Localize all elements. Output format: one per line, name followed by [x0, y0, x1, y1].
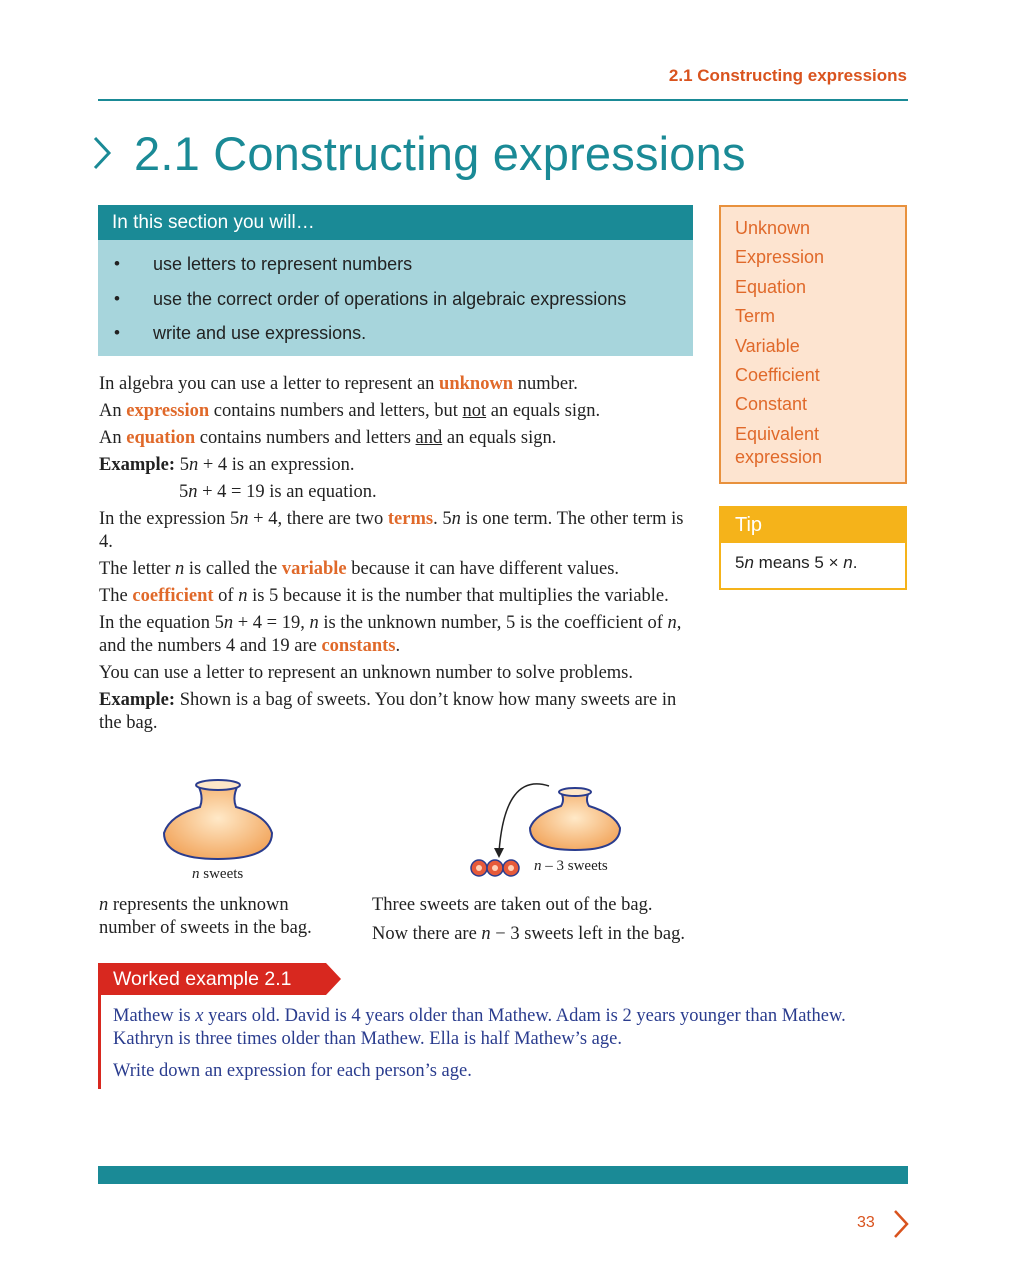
objective-text: use letters to represent numbers — [153, 254, 413, 274]
tip-heading: Tip — [721, 508, 905, 543]
header-rule — [98, 99, 908, 101]
left-caption: n represents the unknown number of sweets in the bag. — [99, 895, 312, 938]
keyword: Coefficient — [735, 364, 820, 385]
bullet-icon: • — [114, 323, 120, 342]
title-text: 2.1 Constructing expressions — [134, 126, 746, 180]
section-objectives-box — [98, 205, 693, 356]
page-title — [92, 122, 746, 184]
example-line: Example: 5n + 4 is an expression. — [99, 455, 355, 475]
keyword: Equation — [735, 276, 807, 297]
paragraph: An equation contains numbers and letters and an equals sign. — [99, 428, 557, 448]
list-item — [98, 282, 693, 317]
paragraph: You can use a letter to represent an unknown number to solve problems. — [99, 663, 633, 683]
sweets-icon — [471, 860, 519, 876]
tip-text: 5n means 5 × n. — [735, 553, 858, 572]
paragraph: The letter n is called the variable because it can have different values. — [99, 559, 620, 579]
example-line: Example: Shown is a bag of sweets. You don’t know how many sweets are in the bag. — [99, 690, 677, 733]
chevron-right-icon — [92, 135, 112, 171]
keyword: Constant — [735, 394, 808, 415]
worked-example-heading: Worked example 2.1 — [113, 968, 292, 990]
bag-figure-left — [160, 775, 280, 865]
paragraph: An expression contains numbers and letters, but not an equals sign. — [99, 401, 601, 421]
keyword: Expression — [735, 247, 825, 268]
next-page-icon[interactable] — [893, 1209, 909, 1239]
paragraph: Mathew is x years old. David is 4 years older than Mathew. Adam is 2 years younger than Mathew. Kathryn is three times older than Mathew. Ella is half Mathew’s age. — [113, 1006, 846, 1049]
left-bag-label: n sweets — [192, 866, 244, 882]
paragraph: The coefficient of n is 5 because it is the number that multiplies the variable. — [99, 586, 669, 606]
right-caption-line: Three sweets are taken out of the bag. — [372, 895, 653, 915]
paragraph: Write down an expression for each person’s age. — [113, 1061, 472, 1081]
right-caption — [372, 894, 732, 946]
keyword: Equivalent expression — [735, 423, 823, 467]
body-text — [99, 373, 699, 739]
objectives-list — [98, 240, 693, 351]
worked-example-bar — [98, 995, 101, 1089]
tip-box — [719, 506, 907, 590]
running-head: 2.1 Constructing expressions — [668, 66, 907, 85]
right-bag-label: n – 3 sweets — [534, 858, 608, 874]
page-number: 33 — [857, 1214, 875, 1231]
keyword: Term — [735, 306, 775, 327]
objective-text: write and use expressions. — [153, 323, 367, 343]
paragraph: In the equation 5n + 4 = 19, n is the unknown number, 5 is the coefficient of n, and the numbers 4 and 19 are constants. — [99, 613, 682, 656]
objective-text: use the correct order of operations in algebraic expressions — [153, 288, 627, 309]
list-item — [98, 316, 693, 351]
key-words-box — [719, 205, 907, 484]
worked-example-body — [113, 1005, 873, 1083]
bullet-icon: • — [114, 254, 120, 273]
bullet-icon: • — [114, 288, 120, 308]
keyword: Unknown — [735, 218, 811, 238]
paragraph: In algebra you can use a letter to represent an unknown number. — [99, 374, 578, 394]
keyword: Variable — [735, 335, 800, 356]
footer-bar — [98, 1166, 908, 1184]
list-item — [98, 247, 693, 282]
paragraph: In the expression 5n + 4, there are two terms. 5n is one term. The other term is 4. — [99, 509, 684, 552]
example-line: 5n + 4 = 19 is an equation. — [179, 482, 377, 502]
section-objectives-heading: In this section you will… — [98, 205, 693, 240]
right-caption-line: Now there are n − 3 sweets left in the bag. — [372, 924, 686, 944]
